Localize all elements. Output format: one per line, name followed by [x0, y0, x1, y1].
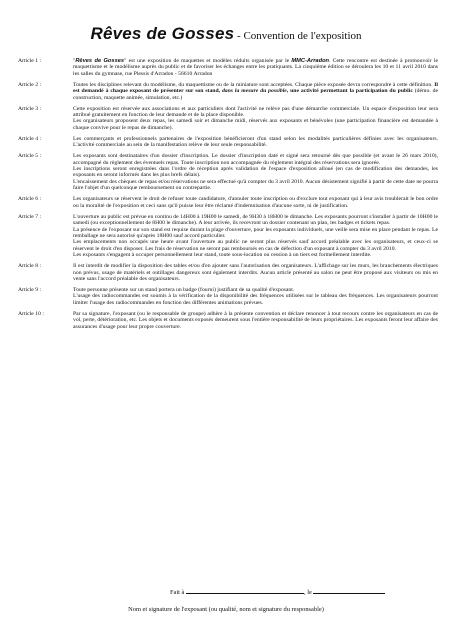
article-label: Article 2 : [18, 81, 42, 88]
text-run: (démo. de construction, maquette animée, simulation, etc.) [73, 88, 438, 101]
article-body [73, 153, 438, 191]
article-paragraph [73, 106, 438, 119]
article-label: Article 1 : [18, 58, 42, 64]
article-paragraph [73, 166, 438, 179]
article-9 [18, 287, 438, 306]
text-run: Les exposants sont destinataires d'un dossier d'inscription. Le dossier d'inscription daté et signé sera retourné dès que possible (et avant le 26 mars 2010), accompagné du règlement des éventuels repas. Toute inscription non accompagnée du règlement intégral des réservations sera ignorée. [73, 153, 438, 166]
text-run: " [73, 58, 76, 64]
text-run: Il est demandé à chaque exposant de présenter sur son stand, [73, 81, 438, 95]
article-body [73, 106, 438, 132]
article-paragraph [73, 136, 438, 149]
article-paragraph [73, 179, 438, 192]
article-paragraph [73, 153, 438, 166]
article-label: Article 10 : [18, 310, 44, 317]
document-subtitle: - Convention de l'exposition [234, 30, 362, 42]
text-run: Cette exposition est réservée aux associations et aux particuliers dont l'activité ne relève pas d'une démarche commerciale. Un espace d'exposition leur sera attribué gratuitement en fonction de leur demande et de la place disponible. [73, 105, 438, 119]
article-1 [18, 58, 438, 77]
text-run: Toute personne présente sur un stand portera un badge (fourni) justifiant de sa qualité d'exposant. [73, 286, 295, 293]
article-label: Article 7 : [18, 213, 42, 220]
article-5 [18, 153, 438, 191]
text-run: Les exposants s'engagent à occuper personnellement leur stand, toute sous-location ou cession à un tiers est formellement interdite. [73, 252, 372, 259]
article-8 [18, 263, 438, 282]
text-run: MMC-Arradon [291, 58, 330, 64]
text-run: Il est interdit de modifier la disposition des tables et/ou d'en ajouter sans l'autorisation des organisateurs. L'affichage sur les murs, les branchements électriques non prévus, usage de matériels et outillages dangereux sont également interdits. Aucun article présenté au salon ne peut être proposé aux visiteurs ou mis en vente sans l'accord préalable des organisateurs. [73, 263, 438, 282]
text-run: Les organisateurs se réservent le droit de refuser toute candidature, d'annuler toute inscription ou d'exclure tout exposant qui à leur avis troublerait le bon ordre ou la moralité de l'exposition et ceci sans qu'il puisse leur être réclamé d'indemnisation d'aucune sorte, ni de justification. [73, 196, 438, 209]
article-body [73, 263, 438, 282]
article-4 [18, 136, 438, 149]
article-body [73, 136, 438, 149]
article-label: Article 6 : [18, 196, 42, 203]
text-run: Rêves de Gosses [75, 58, 125, 64]
brand-title: Rêves de Gosses [90, 24, 235, 43]
text-run: Les organisateurs proposent deux repas, les samedi soir et dimanche midi, réservés aux exposants et bénévoles (une participation financière est demandée à chaque convive pour le repas de dimanche). [73, 118, 438, 131]
text-run: L'ouverture au public est prévue en continu de 14H00 à 19H00 le samedi, de 9H30 à 18H00 le dimanche. Les exposants pourront s'installer à partir de 10H00 le samedi (ou exceptionnellement de 8H00 le dimanche). A leur arrivée, ils recevront un dossier contenant un plan, les badges et tickets repas. [73, 213, 438, 227]
date-field[interactable] [313, 588, 385, 594]
article-body [73, 196, 438, 209]
text-run: Les inscriptions seront enregistrées dans l'ordre de réception après validation de l'espace d'exposition alloué (en cas de modification des demandes, les exposants en seront informés dans les plus brefs délais). [73, 166, 438, 179]
signature-place-date [170, 588, 438, 596]
text-run: dans la mesure du possible [221, 88, 287, 95]
text-run: Les emplacements non occupés une heure avant l'ouverture au public ne seront plus réservés sauf accord préalable avec les organisateurs, et ceux-ci se réservent le droit d'en disposer. Les frais de réservation ne seront pas remboursés en cas de défection d'un exposant à compter du 3 avril 2010. [73, 239, 438, 252]
article-label: Article 9 : [18, 286, 42, 293]
text-run: , une activité permettant la participation du public [286, 88, 413, 95]
article-paragraph [73, 196, 438, 209]
article-7 [18, 214, 438, 259]
text-run: L'usage des radiocommandes est soumis à la vérification de la disponibilité des fréquences utilisées sur le tableau des fréquences. Les organisateurs pourront limiter l'usage des radiocommandes en fonction des différentes animations prévues. [73, 293, 438, 306]
article-paragraph [73, 227, 438, 240]
article-label: Article 4 : [18, 135, 42, 142]
article-body [73, 287, 438, 306]
text-run: Par sa signature, l'exposant (ou le responsable de groupe) adhère à la présente convention et déclare renoncer à tout recours contre les organisateurs en cas de vol, perte, détérioration, etc. Les objets et documents exposés demeurent sous l'entière responsabilité de leurs propriétaires. Les exposants feront leur affaire des assurances d'usage pour leur propre couverture. [73, 310, 438, 330]
text-run: Toutes les disciplines relevant du modélisme, du maquettisme ou de la miniature sont acceptées. Chaque pièce exposée devra correspondre à cette définition. [73, 81, 435, 88]
article-body [73, 311, 438, 330]
le-label: , le [304, 589, 312, 596]
article-label: Article 8 : [18, 263, 42, 270]
article-paragraph [73, 263, 438, 282]
document-title [0, 24, 452, 44]
article-body [73, 82, 438, 101]
article-label: Article 3 : [18, 105, 42, 112]
article-body [73, 58, 438, 77]
article-paragraph [73, 118, 438, 131]
article-paragraph [73, 82, 438, 101]
article-body [73, 214, 438, 259]
article-paragraph [73, 239, 438, 252]
article-paragraph [73, 252, 438, 258]
signature-caption: Nom et signature de l'exposant (ou qualité, nom et signature du responsable) [128, 606, 324, 613]
article-3 [18, 106, 438, 132]
article-6 [18, 196, 438, 209]
articles-list [18, 58, 438, 335]
text-run: " est une exposition de maquettes et modèles réduits organisée par le [124, 58, 292, 64]
article-2 [18, 82, 438, 101]
article-paragraph [73, 214, 438, 227]
article-paragraph [73, 58, 438, 77]
article-paragraph [73, 311, 438, 330]
text-run: . Cette rencontre est destinée à promouvoir le maquettisme et le modélisme auprès du public et de favoriser les échanges entre les pratiquants. La cinquième édition se déroulera les 10 et 11 avril 2010 dans les salles du gymnase, rue Plessis d'Arradon - 56610 Arradon [73, 58, 438, 77]
text-run: La présence de l'exposant sur son stand est requise durant la plage d'ouverture, pour les exposants individuels, une veille sera mise en place pendant le repas. Le remballage ne sera autorisé qu'après 18H00 sauf accord particulier. [73, 226, 438, 239]
article-10 [18, 311, 438, 330]
article-label: Article 5 : [18, 153, 42, 160]
place-field[interactable] [186, 588, 304, 594]
text-run: Les commerçants et professionnels partenaires de l'exposition bénéficieront d'un stand selon les modalités particulières définies avec les organisateurs. L'activité commerciale au sein de la manifestation relève de leur seule responsabilité. [73, 135, 438, 149]
article-paragraph [73, 293, 438, 306]
fait-label: Fait à [170, 589, 185, 596]
text-run: L'encaissement des chèques de repas et/ou réservations ne sera effectué qu'à compter du 3 avril 2010. Aucun désistement signifié à partir de cette date ne pourra faire l'objet d'un quelconque remboursement ou contrepartie. [73, 178, 438, 192]
